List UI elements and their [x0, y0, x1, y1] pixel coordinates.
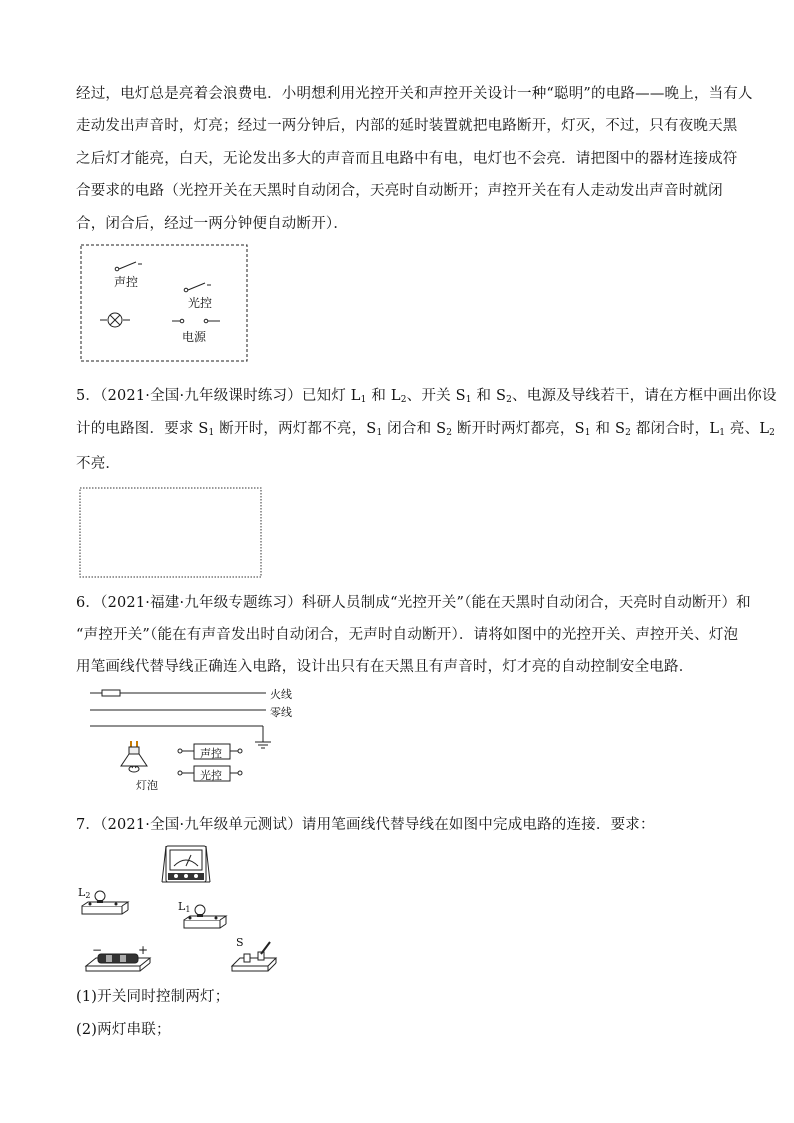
sound-switch-icon: [115, 262, 142, 271]
q4-text-line-5: 合，闭合后，经过一两分钟便自动断开）．: [76, 216, 349, 232]
battery-minus-label: −: [92, 943, 103, 957]
q4-components-figure: [80, 244, 248, 362]
bulb-icon: [121, 741, 147, 772]
q7-components-figure: [76, 842, 286, 977]
q7-requirement-1: (1)开关同时控制两灯；: [76, 989, 230, 1005]
switch-s-label: S: [236, 936, 244, 949]
lamp-symbol-icon: [100, 313, 130, 327]
l1-label: $L_1$: [178, 900, 191, 914]
ground-icon: [90, 726, 271, 748]
l2-label: $L_2$: [78, 886, 91, 900]
q7-requirement-2: (2)两灯串联；: [76, 1022, 171, 1038]
power-supply-icon: [172, 319, 220, 323]
q6-text-line-2: “声控开关”（能在有声音发出时自动闭合，无声时自动断开）．请将如图中的光控开关、声控开关、灯泡: [76, 627, 739, 643]
light-switch-label: 光控: [188, 296, 213, 310]
q4-dashed-box: [80, 244, 248, 362]
q5-answer-box: [79, 487, 262, 578]
bulb-label: 灯泡: [136, 779, 158, 792]
q4-text-line-2: 走动发出声音时，灯亮；经过一两分钟后，内部的延时装置就把电路断开，灯灭，不过，只有夜晚天黑: [76, 118, 738, 134]
q6-text-line-1: 6．（2021·福建·九年级专题练习）科研人员制成“光控开关”（能在天黑时自动闭合，天亮时自动断开）和: [76, 595, 751, 611]
q6-text-line-3: 用笔画线代替导线正确连入电路，设计出只有在天黑且有声音时，灯才亮的自动控制安全电路．: [76, 659, 694, 675]
q5-text-line-2: 计的电路图．要求 $S_1$ 断开时，两灯都不亮，$S_1$ 闭合和 $S_2$ 断开时两灯都亮，$S_1$ 和 $S_2$ 都闭合时，$L_1$ 亮、$L_2$: [76, 421, 776, 438]
q6-circuit-figure: [88, 684, 308, 796]
q5-text-line-1: 5．（2021·全国·九年级课时练习）已知灯 $L_1$ 和 $L_2$、开关 $S_1$ 和 $S_2$、电源及导线若干，请在方框中画出你设: [76, 388, 777, 405]
q4-text-line-3: 之后灯才能亮，白天，无论发出多大的声音而且电路中有电，电灯也不会亮．请把图中的器材连接成符: [76, 151, 738, 167]
q5-text-line-3: 不亮．: [76, 456, 121, 472]
live-wire-icon: [90, 690, 266, 696]
sound-switch-label: 声控: [200, 747, 222, 760]
neutral-wire-label: 零线: [270, 706, 292, 719]
light-switch-icon: [184, 283, 211, 292]
sound-switch-label: 声控: [114, 275, 139, 289]
light-switch-label: 光控: [200, 769, 222, 782]
battery-plus-label: +: [138, 943, 149, 957]
power-supply-label: 电源: [182, 330, 207, 344]
live-wire-label: 火线: [270, 688, 292, 701]
q4-text-line-4: 合要求的电路（光控开关在天黑时自动闭合，天亮时自动断开；声控开关在有人走动发出声音时就闭: [76, 183, 723, 199]
q7-text-line-1: 7．（2021·全国·九年级单元测试）请用笔画线代替导线在如图中完成电路的连接．要求：: [76, 817, 655, 833]
meter-icon: [162, 846, 210, 882]
q4-text-line-1: 经过，电灯总是亮着会浪费电．小明想利用光控开关和声控开关设计一种“聪明”的电路——晚上，当有人: [76, 86, 753, 102]
